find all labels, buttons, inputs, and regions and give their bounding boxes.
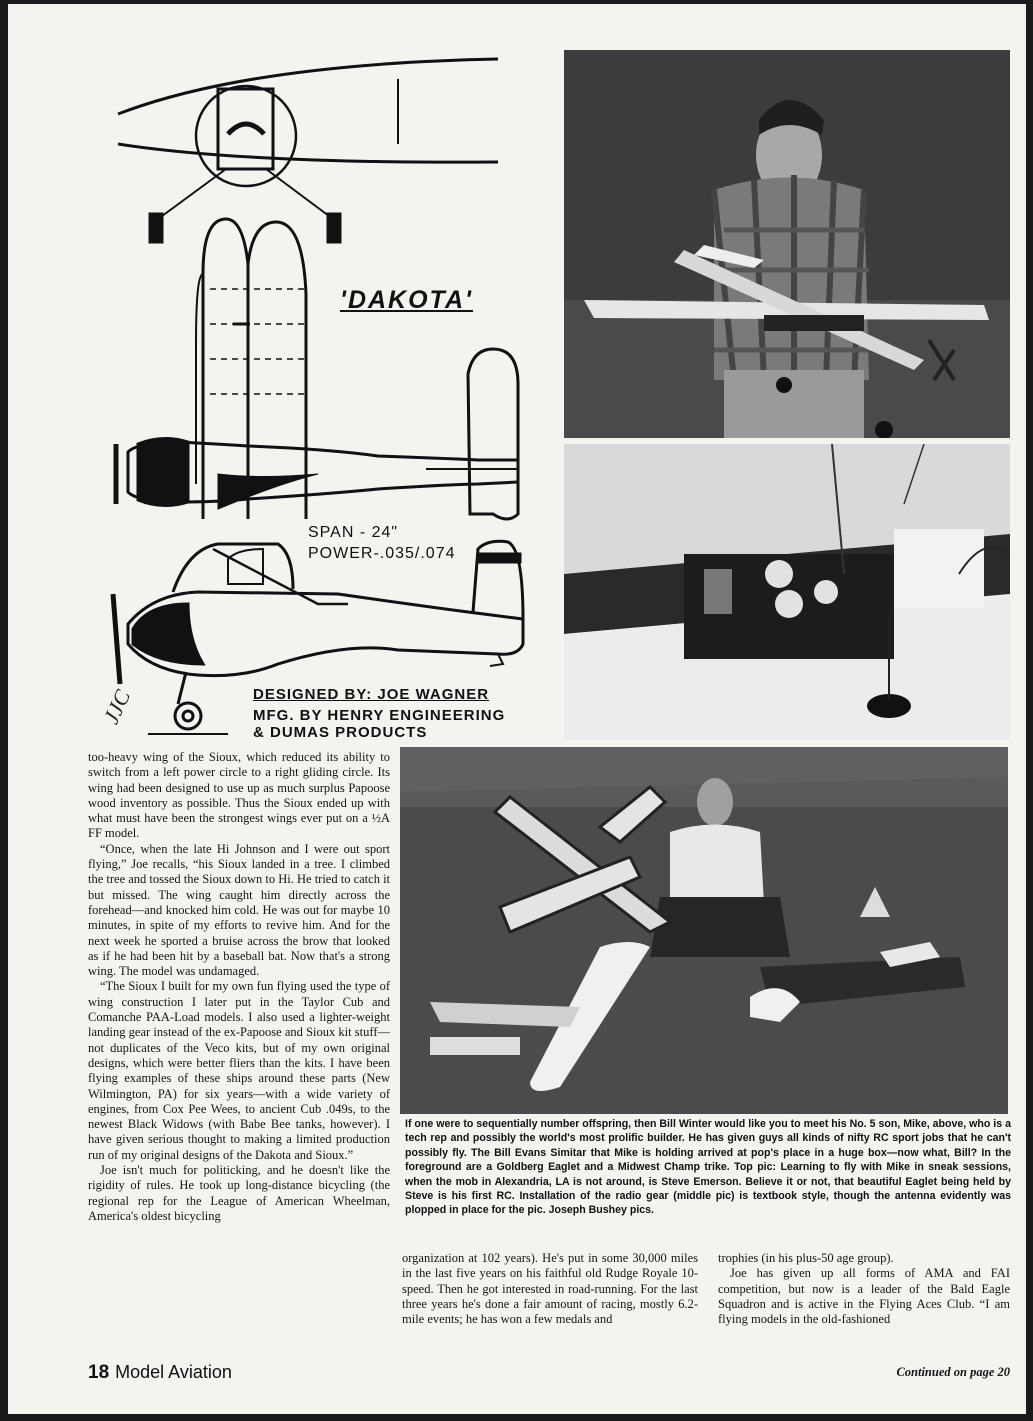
model-title: 'DAKOTA': [340, 286, 473, 314]
front-view-left-wheel: [150, 214, 162, 242]
page-footer: [88, 1362, 232, 1384]
photo-mike-with-simitar: [400, 747, 1008, 1114]
manufacturer-credit-line1: MFG. BY HENRY ENGINEERING: [253, 707, 506, 724]
paragraph: organization at 102 years). He's put in some 30,000 miles in the last five years on his faithful old Rudge Royale 10-speed. Then he got interested in road-running. For the last three years he's done a fair amount of racing, mostly 6.2-mile events; he has won a few medals and: [402, 1251, 698, 1327]
photo-radio-installation: [564, 444, 1010, 740]
wingspan-spec: SPAN - 24": [308, 524, 399, 541]
continued-notice: Continued on page 20: [896, 1365, 1010, 1379]
photo-caption: If one were to sequentially number offspring, then Bill Winter would like you to meet his No. 5 son, Mike, above, who is a tech rep and possibly the world's most prolific builder. He has given guys all kinds of nifty RC sport jobs that he can't possibly fly. The Bill Evans Simitar that Mike is holding arrived at pop's place in a huge box—now what, Bill? In the foreground are a Goldberg Eaglet and a Midwest Champ trike. Top pic: Learning to fly with Mike in sneak sessions, when the mob in Alexandria, LA is not around, is Steve Emerson. Believe it or not, that beautiful Eaglet being held by Steve is his first RC. Installation of the radio gear (middle pic) is textbook style, though the antenna evidently was plopped in place for the pic. Joseph Bushey pics.: [405, 1118, 1011, 1217]
top-view-tail: [468, 349, 518, 519]
paragraph: trophies (in his plus-50 age group).: [718, 1251, 894, 1265]
paragraph: “Once, when the late Hi Johnson and I were out sport flying,” Joe recalls, “his Sioux landed in a tree. I climbed the tree and tossed the Sioux down to Hi. He tried to catch it but missed. The wing caught him directly across the forehead—and knocked him cold. He was out for maybe 10 minutes, in spite of my efforts to revive him. And for the next week he sported a bruise across the brow that looked as if he had been hit by a baseball bat. Now that's a strong wing. The model was undamaged.: [88, 841, 391, 979]
dakota-three-view-drawing: [78, 44, 558, 754]
side-view-wheel: [175, 703, 201, 729]
magazine-name: Model Aviation: [115, 1362, 232, 1382]
paragraph: Joe isn't much for politicking, and he doesn't like the rigidity of rules. He took up long-distance bicycling (the regional rep for the League of American Wheelman, America's oldest bicycling: [88, 1163, 390, 1223]
drawing-figure: [78, 44, 558, 754]
paragraph: too-heavy wing of the Sioux, which reduced its ability to switch from a left power circle to a right gliding circle. Its wing had been designed to use up as much surplus Papoose wood inventory as possible. Thus the Sioux ended up with what must have been the strongest wings ever put on a ½A FF model.: [88, 750, 390, 841]
paragraph: Joe has given up all forms of AMA and FAI competition, but now is a leader of the Bald Eagle Squadron and is active in the Flying Aces Club. “I am flying models in the old-fashioned: [718, 1266, 1010, 1327]
top-view-wing-left: [203, 219, 248, 519]
paragraph: “The Sioux I built for my own fun flying used the type of wing construction I later put in the Taylor Cub and Comanche PAA-Load models. I also used a lighter-weight landing gear instead of the ex-Papoose and Sioux kit stuff—not duplicates of the Veco kits, but of my own original designs, which were better fliers than the kits. I have been flying examples of these ships around these parts (New Wilmington, PA) for six years—with a wide variety of engines, from Cox Pee Wees, to ancient Cub .049s, to the newest Black Widows (with Babe Bee tanks, however). I have given serious thought to making a limited production run of my original designs of the Dakota and Sioux.”: [88, 979, 390, 1162]
designer-credit: DESIGNED BY: JOE WAGNER: [253, 686, 490, 703]
article-column-middle: [402, 1251, 698, 1327]
front-view-cowl: [196, 86, 296, 186]
photo-steve-holding-eaglet: [564, 50, 1010, 438]
front-view-right-wheel: [328, 214, 340, 242]
page-number: 18: [88, 1362, 110, 1383]
top-view-wing-right: [248, 222, 306, 519]
front-view-lower-wing: [118, 59, 498, 114]
manufacturer-credit-line2: & DUMAS PRODUCTS: [253, 724, 428, 741]
power-spec: POWER-.035/.074: [308, 545, 456, 562]
article-column-right: [718, 1251, 1010, 1327]
magazine-page: [8, 4, 1026, 1414]
artist-initials: JJC: [98, 686, 136, 728]
front-view-upper-wing: [118, 144, 498, 162]
article-column-left: [88, 750, 390, 1224]
